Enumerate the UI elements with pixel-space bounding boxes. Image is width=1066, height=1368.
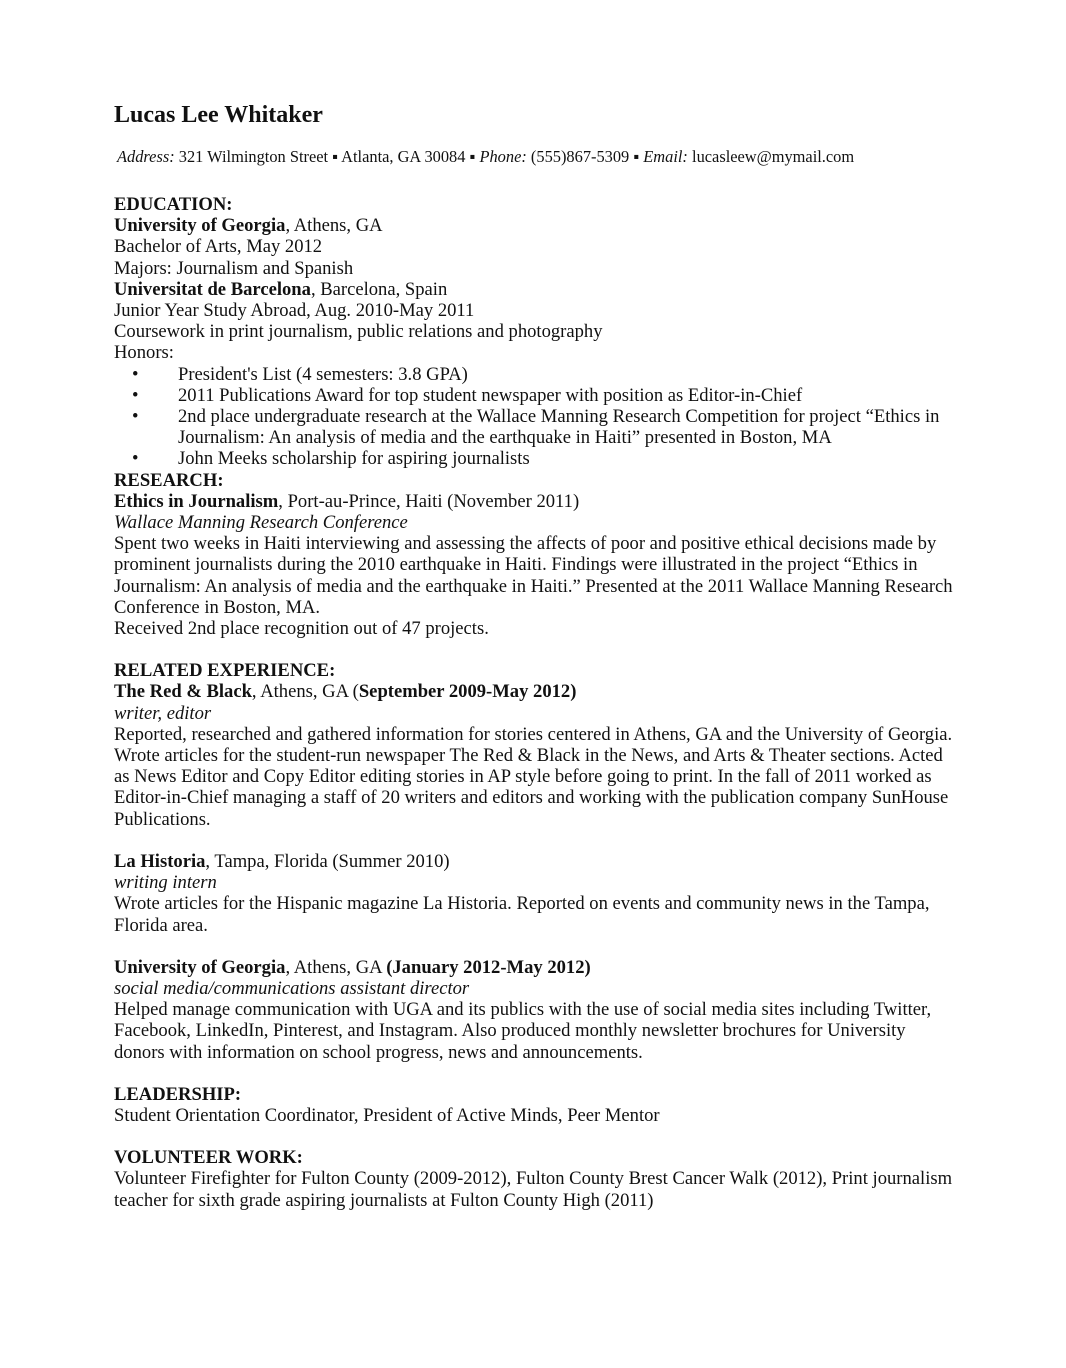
school-2-name: Universitat de Barcelona [114, 278, 311, 300]
address-value: 321 Wilmington Street ▪ Atlanta, GA 30084 ▪ [178, 147, 476, 166]
degree: Bachelor of Arts, May 2012 [114, 236, 323, 258]
leadership-section [114, 1084, 954, 1126]
research-location: , Port-au-Prince, Haiti (November 2011) [278, 490, 580, 512]
leadership-heading: LEADERSHIP: [114, 1083, 242, 1105]
bullet: • [132, 363, 139, 385]
research-recognition: Received 2nd place recognition out of 47 projects. [114, 618, 489, 640]
address-label: Address: [117, 147, 175, 166]
honor-text: 2011 Publications Award for top student newspaper with position as Editor-in-Chief [178, 384, 803, 406]
job-2-title [114, 851, 954, 872]
list-item [114, 364, 954, 385]
study-abroad: Junior Year Study Abroad, Aug. 2010-May 2011 [114, 300, 475, 322]
majors: Majors: Journalism and Spanish [114, 257, 354, 279]
list-item [114, 385, 954, 406]
bullet: • [132, 448, 139, 470]
honor-text: President's List (4 semesters: 3.8 GPA) [178, 363, 468, 385]
job-3-description: Helped manage communication with UGA and its publics with the use of social media sites including Twitter, Facebook, LinkedIn, Pinterest, and Instagram. Also produced monthly newsletter brochures for University donors with information on school progress, news and announcements. [114, 999, 932, 1063]
job-1-role: writer, editor [114, 702, 212, 724]
email-label: Email: [643, 147, 688, 166]
job-2-org: La Historia [114, 850, 206, 872]
candidate-name: Lucas Lee Whitaker [114, 102, 323, 128]
honor-text: 2nd place undergraduate research at the Wallace Manning Research Competition for project “Ethics in Journalism: An analysis of media and the earthquake in Haiti” presented in Boston, MA [178, 406, 940, 449]
bullet: • [132, 384, 139, 406]
job-1-org: The Red & Black [114, 681, 252, 703]
resume-page [114, 100, 954, 1211]
honors-label: Honors: [114, 342, 174, 364]
job-3-org: University of Georgia [114, 956, 286, 978]
job-1-title [114, 681, 954, 702]
job-3-title [114, 957, 954, 978]
honors-list [114, 364, 954, 470]
job-1-location: , Athens, GA ( [251, 681, 359, 703]
school-2 [114, 279, 954, 300]
research-title-line [114, 491, 954, 512]
experience-heading: RELATED EXPERIENCE: [114, 660, 336, 682]
research-title: Ethics in Journalism [114, 490, 279, 512]
list-item [114, 406, 954, 448]
research-description: Spent two weeks in Haiti interviewing and assessing the affects of poor and positive ethical decisions made by prominent journalists during the 2010 earthquake in Haiti. Findings were illustrated in the project “Ethics in Journalism: An analysis of media and the earthquake in Haiti.” Presented at the 2011 Wallace Manning Research Conference in Boston, MA. [114, 533, 953, 618]
school-1-location: , Athens, GA [285, 215, 383, 237]
contact-line [117, 146, 954, 168]
volunteer-heading: VOLUNTEER WORK: [114, 1147, 303, 1169]
job-1-description: Reported, researched and gathered information for stories centered in Athens, GA and the University of Georgia. Wrote articles for the student-run newspaper The Red & Black in the News, and Arts & Theater sections. Acted as News Editor and Copy Editor editing stories in AP style before going to print. In the fall of 2011 worked as Editor-in-Chief managing a staff of 20 writers and editors and working with the publication company SunHouse Publications. [114, 723, 953, 830]
research-conference: Wallace Manning Research Conference [114, 512, 408, 534]
bullet: • [132, 406, 139, 428]
volunteer-text: Volunteer Firefighter for Fulton County (2009-2012), Fulton County Brest Cancer Walk (2012), Print journalism teacher for sixth grade aspiring journalists at Fulton County High (2011) [114, 1168, 953, 1211]
education-heading: EDUCATION: [114, 194, 233, 215]
leadership-text: Student Orientation Coordinator, President of Active Minds, Peer Mentor [114, 1104, 660, 1126]
phone-value: (555)867-5309 ▪ [530, 147, 640, 166]
school-2-location: , Barcelona, Spain [310, 278, 448, 300]
experience-section [114, 660, 954, 1062]
honor-text: John Meeks scholarship for aspiring journalists [178, 448, 530, 470]
school-1-name: University of Georgia [114, 215, 286, 237]
volunteer-section [114, 1147, 954, 1211]
job-3-dates: (January 2012-May 2012) [386, 956, 591, 978]
job-2-role: writing intern [114, 872, 217, 894]
email-value: lucasleew@mymail.com [692, 147, 855, 166]
research-section [114, 470, 954, 640]
coursework: Coursework in print journalism, public relations and photography [114, 321, 603, 343]
education-section [114, 194, 954, 470]
job-2-description: Wrote articles for the Hispanic magazine La Historia. Reported on events and community news in the Tampa, Florida area. [114, 893, 930, 936]
job-2-location: , Tampa, Florida (Summer 2010) [205, 850, 450, 872]
job-3-role: social media/communications assistant director [114, 977, 470, 999]
job-3-location: , Athens, GA [285, 956, 387, 978]
research-heading: RESEARCH: [114, 469, 224, 491]
school-1 [114, 215, 954, 236]
list-item [114, 448, 954, 469]
phone-label: Phone: [479, 147, 527, 166]
job-1-dates: September 2009-May 2012) [358, 681, 577, 703]
